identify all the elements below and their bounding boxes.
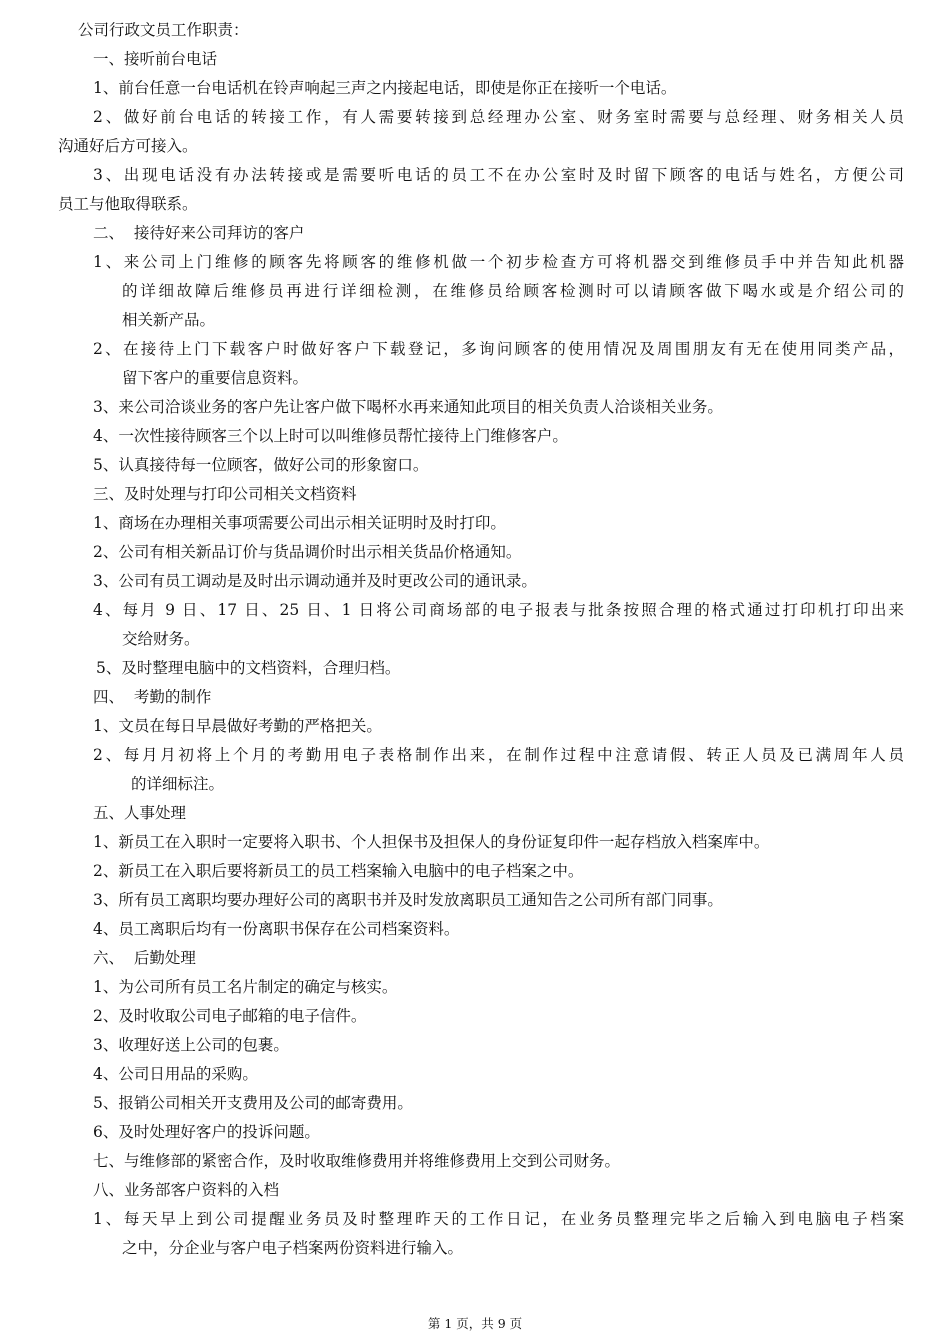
list-item: 4、每月 9 日、17 日、25 日、1 日将公司商场部的电子报表与批条按照合理的格式通过打印机打印出来 (93, 601, 904, 619)
list-item-continuation: 沟通好后方可接入。 (58, 137, 198, 155)
list-item: 2、及时收取公司电子邮箱的电子信件。 (93, 1007, 367, 1025)
list-item: 3、收理好送上公司的包裹。 (93, 1036, 289, 1054)
list-item: 2、新员工在入职后要将新员工的员工档案输入电脑中的电子档案之中。 (93, 862, 584, 880)
list-item: 1、前台任意一台电话机在铃声响起三声之内接起电话，即使是你正在接听一个电话。 (93, 79, 677, 97)
section-heading-7: 七、与维修部的紧密合作，及时收取维修费用并将维修费用上交到公司财务。 (93, 1152, 621, 1170)
list-item-continuation: 的详细标注。 (131, 775, 225, 793)
document-title: 公司行政文员工作职责： (78, 21, 249, 39)
list-item: 5、报销公司相关开支费用及公司的邮寄费用。 (93, 1094, 413, 1112)
list-item: 5、及时整理电脑中的文档资料，合理归档。 (96, 659, 401, 677)
section-heading-6: 六、 后勤处理 (93, 949, 196, 967)
list-item: 1、为公司所有员工名片制定的确定与核实。 (93, 978, 398, 996)
list-item: 2、公司有相关新品订价与货品调价时出示相关货品价格通知。 (93, 543, 522, 561)
list-item: 5、认真接待每一位顾客，做好公司的形象窗口。 (93, 456, 429, 474)
list-item: 2、在接待上门下载客户时做好客户下载登记，多询问顾客的使用情况及周围朋友有无在使用同类产品， (93, 340, 904, 358)
section-heading-5: 五、人事处理 (93, 804, 187, 822)
list-item: 4、公司日用品的采购。 (93, 1065, 258, 1083)
list-item: 3、公司有员工调动是及时出示调动通并及时更改公司的通讯录。 (93, 572, 537, 590)
list-item: 2、每月月初将上个月的考勤用电子表格制作出来，在制作过程中注意请假、转正人员及已满周年人员 (93, 746, 904, 764)
section-heading-8: 八、业务部客户资料的入档 (93, 1181, 280, 1199)
list-item: 4、员工离职后均有一份离职书保存在公司档案资料。 (93, 920, 460, 938)
page-number-footer: 第 1 页，共 9 页 (427, 1316, 523, 1331)
list-item: 1、文员在每日早晨做好考勤的严格把关。 (93, 717, 382, 735)
list-item: 2、做好前台电话的转接工作，有人需要转接到总经理办公室、财务室时需要与总经理、财务相关人员 (93, 108, 904, 126)
list-item: 3、所有员工离职均要办理好公司的离职书并及时发放离职员工通知告之公司所有部门同事。 (93, 891, 723, 909)
list-item: 1、来公司上门维修的顾客先将顾客的维修机做一个初步检查方可将机器交到维修员手中并告知此机器 (93, 253, 904, 271)
list-item: 4、一次性接待顾客三个以上时可以叫维修员帮忙接待上门维修客户。 (93, 427, 568, 445)
list-item: 6、及时处理好客户的投诉问题。 (93, 1123, 320, 1141)
list-item-continuation: 交给财务。 (122, 630, 200, 648)
list-item-continuation: 留下客户的重要信息资料。 (122, 369, 309, 387)
list-item: 1、商场在办理相关事项需要公司出示相关证明时及时打印。 (93, 514, 506, 532)
section-heading-3: 三、及时处理与打印公司相关文档资料 (93, 485, 357, 503)
list-item-continuation: 相关新产品。 (122, 311, 216, 329)
list-item: 1、每天早上到公司提醒业务员及时整理昨天的工作日记，在业务员整理完毕之后输入到电脑电子档案 (93, 1210, 904, 1228)
list-item-continuation: 的详细故障后维修员再进行详细检测，在维修员给顾客检测时可以请顾客做下喝水或是介绍公司的 (122, 282, 904, 300)
document-body (58, 16, 904, 1263)
list-item: 3、出现电话没有办法转接或是需要听电话的员工不在办公室时及时留下顾客的电话与姓名，方便公司 (93, 166, 904, 184)
section-heading-2: 二、 接待好来公司拜访的客户 (93, 224, 305, 242)
list-item-continuation: 之中，分企业与客户电子档案两份资料进行输入。 (122, 1239, 464, 1257)
list-item-continuation: 员工与他取得联系。 (58, 195, 198, 213)
list-item: 3、来公司洽谈业务的客户先让客户做下喝杯水再来通知此项目的相关负责人洽谈相关业务。 (93, 398, 723, 416)
list-item: 1、新员工在入职时一定要将入职书、个人担保书及担保人的身份证复印件一起存档放入档案库中。 (93, 833, 770, 851)
section-heading-4: 四、 考勤的制作 (93, 688, 212, 706)
section-heading-1: 一、接听前台电话 (93, 50, 218, 68)
